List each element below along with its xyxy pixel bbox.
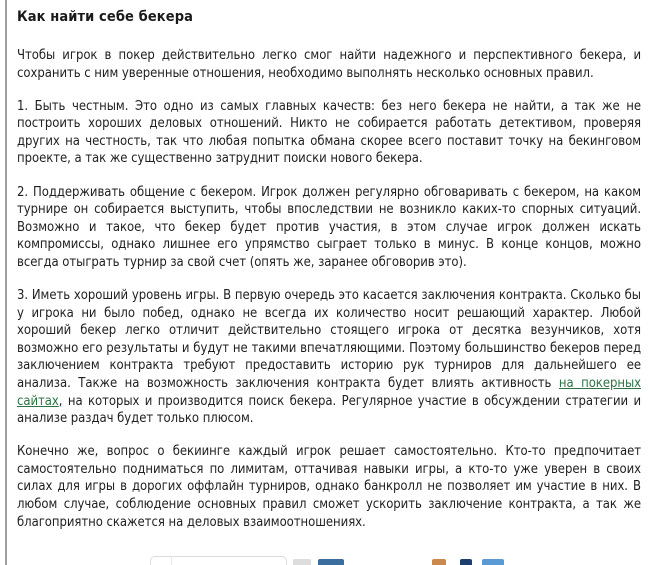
poker-sites-link[interactable]: на покерных сайтах: [17, 376, 642, 409]
page-title: Как найти себе бекера: [17, 9, 194, 25]
rule-3-text-after-link: , на которых и производится поиск бекера. Регулярное участие в обсуждении стратегии и анализе раздач будет только плюсом.: [17, 393, 641, 427]
share-button-grey[interactable]: [293, 559, 311, 565]
intro-paragraph: Чтобы игрок в покер действительно легко смог найти надежного и перспективного бекера, и сохранить с ним уверенные отношения, необходимо выполнять несколько основных правил.: [17, 48, 641, 81]
share-count-divider: [150, 556, 172, 565]
rule-2-paragraph: 2. Поддерживать общение с бекером. Игрок должен регулярно обговаривать с бекером, на каком турнире он собирается выступить, чтобы впоследствии не возникло каких-то спорных ситуаций. Возможно и такое, что бекер будет против участия, в этом случае игрок должен искать компромиссы, однако лишнее его упрямство сыграет только в минус. В конце концов, можно всегда отыграть турнир за свой счет (опять же, заранее обговорив это).: [17, 184, 641, 270]
closing-paragraph: Конечно же, вопрос о бекиинге каждый игрок решает самостоятельно. Кто-то предпочитает самостоятельно подниматься по лимитам, оттачивая навыки игры, а кто-то уже уверен в своих силах для игры в дорогих оффлайн турниров, однако банкролл не позволяет им участие в них. В любом случае, соблюдение основных правил сможет ускорить заключение контракта, а так же благоприятно скажется на деловых взаимоотношениях.: [17, 444, 641, 530]
share-button-odnoklassniki[interactable]: [432, 559, 446, 565]
share-button-facebook[interactable]: [318, 559, 344, 565]
share-button-twitter[interactable]: [482, 559, 504, 565]
left-border-rule: [5, 0, 7, 565]
share-widget-strip: [0, 556, 650, 565]
rule-1-paragraph: 1. Быть честным. Это одно из самых главных качеств: без него бекера не найти, а так же не построить хороших деловых отношений. Никто не собирается работать детективом, проверяя других на честность, так что любая попытка обмана скорее всего поставит точку на бекинговом проекте, а так же существенно затруднит поиски нового бекера.: [17, 98, 641, 167]
article-content: [17, 0, 641, 531]
share-button-vk[interactable]: [460, 559, 472, 565]
rule-3-paragraph: [17, 272, 641, 428]
rule-3-text-before-link: 3. Иметь хороший уровень игры. В первую очередь это касается заключения контракта. Сколько бы у игрока ни было побед, однако не всегда их количество носит решающий характер. Любой хороший бекер легко отличит действительно стоящего игрока от десятка везунчиков, хотя возможно его результаты и будут не такими впечатляющими. Поэтому большинство бекеров перед заключением контракта требуют предоставить историю рук турниров для дальнейшего ее анализа. Также на возможность заключения контракта будет влиять активность: [17, 288, 641, 391]
